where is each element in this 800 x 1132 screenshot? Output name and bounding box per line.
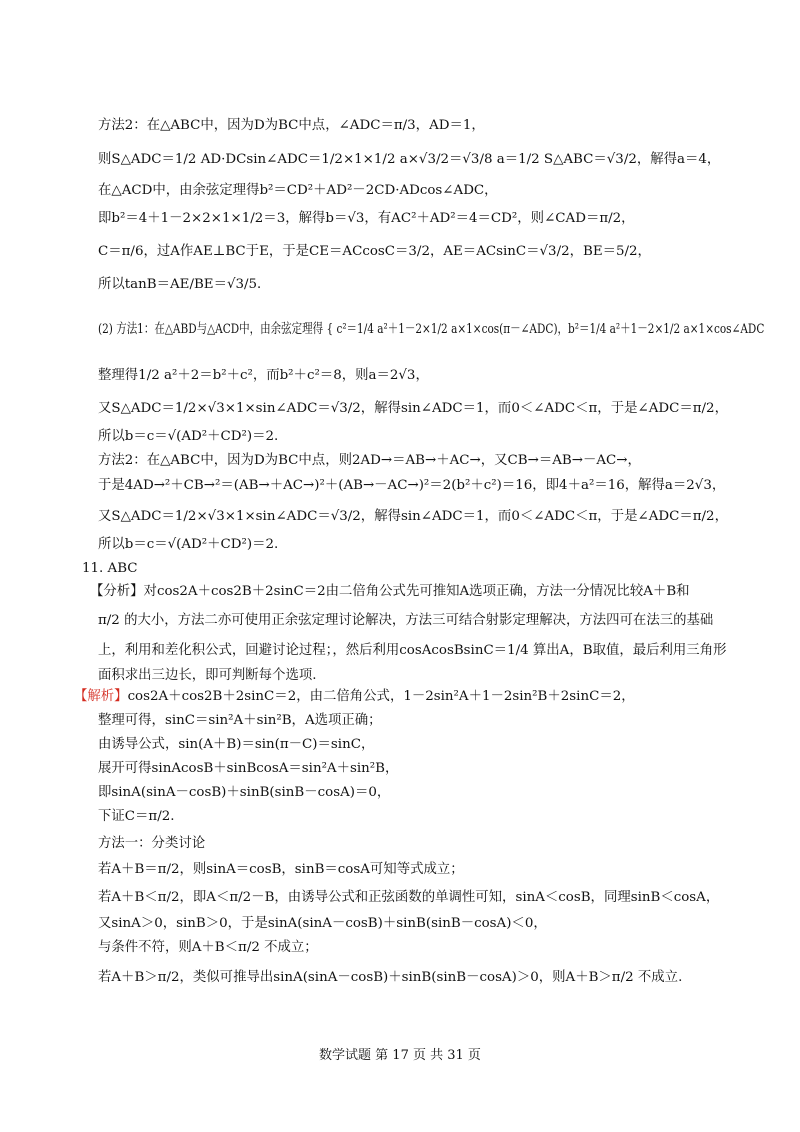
text-line: 面积求出三边长，即可判断每个选项. [98,668,317,683]
text-line: 整理得1/2 a²＋2＝b²＋c²，而b²＋c²＝8，则a＝2√3， [98,368,429,383]
text-line: 上，利用和差化积公式，回避讨论过程；，然后利用cosAcosBsinC＝1/4 算出A，B取值，最后利用三角形 [98,643,727,658]
text-line: 即sinA(sinA－cosB)＋sinB(sinB－cosA)＝0， [98,785,391,800]
text-line: 即b²＝4＋1－2×2×1×1/2＝3，解得b＝√3，有AC²＋AD²＝4＝CD²，则∠CAD＝π/2， [98,211,635,226]
text-line: 由诱导公式，sin(A＋B)＝sin(π－C)＝sinC， [98,737,375,752]
text-line: 所以tanB＝AE/BE＝√3/5． [98,277,271,292]
text-line: 于是4AD→²＋CB→²＝(AB→＋AC→)²＋(AB→－AC→)²＝2(b²＋c²)＝16，即4＋a²＝16，解得a＝2√3， [98,478,726,493]
text-line: 下证C＝π/2. [98,809,175,824]
text-line: 若A＋B＞π/2，类似可推导出sinA(sinA－cosB)＋sinB(sinB－cosA)＞0，则A＋B＞π/2 不成立. [98,970,683,985]
text-line: 与条件不符，则A＋B＜π/2 不成立； [98,940,318,955]
text-line: π/2 的大小，方法二亦可使用正余弦定理讨论解决，方法三可结合射影定理解决，方法四可在法三的基础 [98,613,714,628]
text-line: 又sinA＞0，sinB＞0，于是sinA(sinA－cosB)＋sinB(sinB－cosA)＜0， [98,916,547,931]
text-line: 所以b＝c＝√(AD²＋CD²)＝2. [98,537,279,552]
text-line: 整理可得，sinC＝sin²A＋sin²B，A选项正确； [98,713,382,728]
text-line: 若A＋B＜π/2，即A＜π/2－B，由诱导公式和正弦函数的单调性可知，sinA＜cosB，同理sinB＜cosA， [98,890,720,905]
text-line: 则S△ADC＝1/2 AD·DCsin∠ADC＝1/2×1×1/2 a×√3/2＝√3/8 a＝1/2 S△ABC＝√3/2，解得a＝4， [98,152,721,167]
text-line: 【解析】cos2A＋cos2B＋2sinC＝2，由二倍角公式，1－2sin²A＋1－2sin²B＋2sinC＝2， [74,689,635,704]
text-line: 方法一：分类讨论 [98,836,206,851]
text-line: 又S△ADC＝1/2×√3×1×sin∠ADC＝√3/2，解得sin∠ADC＝1，而0＜∠ADC＜π，于是∠ADC＝π/2， [98,401,728,416]
analysis-tag: 【解析】 [74,689,128,704]
page-footer: 数学试题 第 17 页 共 31 页 [319,1048,481,1063]
text-line: 方法2：在△ABC中，因为D为BC中点，则2AD→＝AB→＋AC→，又CB→＝AB→－AC→， [98,453,641,468]
text-line: 【分析】对cos2A＋cos2B＋2sinC＝2由二倍角公式先可推知A选项正确，方法一分情况比较A＋B和 [90,584,690,599]
text-line: 若A＋B＝π/2，则sinA＝cosB，sinB＝cosA可知等式成立； [98,862,464,877]
text-line: 所以b＝c＝√(AD²＋CD²)＝2. [98,429,279,444]
text-line: C＝π/6，过A作AE⊥BC于E，于是CE＝ACcosC＝3/2，AE＝ACsinC＝√3/2，BE＝5/2， [98,244,651,259]
text-line: 11. ABC [82,561,138,576]
text-line: 方法2：在△ABC中，因为D为BC中点，∠ADC＝π/3，AD＝1， [98,118,485,133]
text-line: 又S△ADC＝1/2×√3×1×sin∠ADC＝√3/2，解得sin∠ADC＝1，而0＜∠ADC＜π，于是∠ADC＝π/2， [98,509,728,524]
text-line: 展开可得sinAcosB＋sinBcosA＝sin²A＋sin²B， [98,761,399,776]
text-line: (2) 方法1：在△ABD与△ACD中，由余弦定理得 { c²＝1/4 a²＋1－2×1/2 a×1×cos(π－∠ADC)，b²＝1/4 a²＋1－2×1/2 a×1×cos∠ADC [98,322,765,337]
text-line: 在△ACD中，由余弦定理得b²＝CD²＋AD²－2CD·ADcos∠ADC， [98,183,498,198]
